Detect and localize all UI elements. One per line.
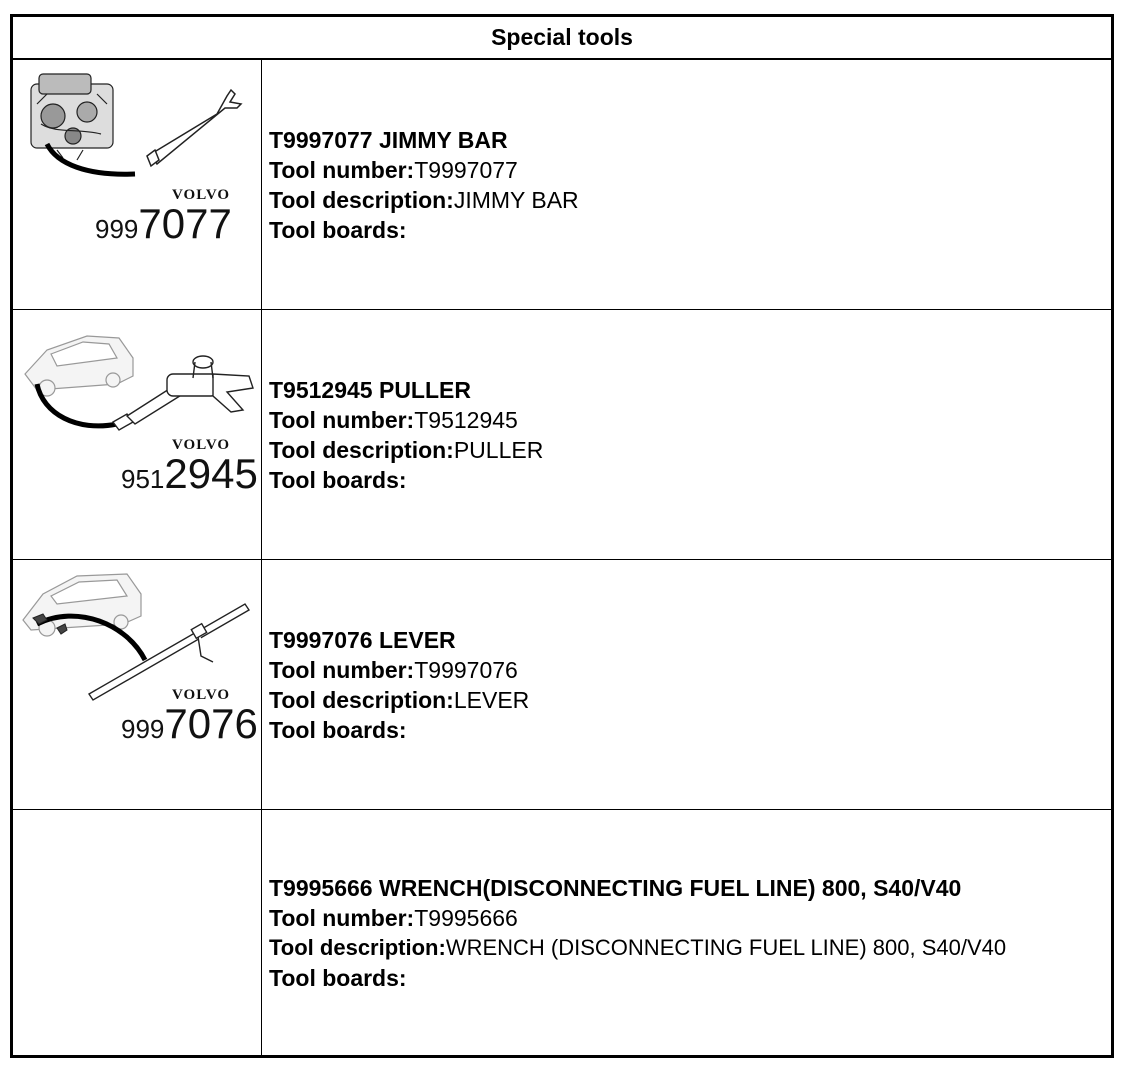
tool-boards-line: Tool boards: — [269, 716, 407, 743]
tool-title: T9997076 LEVER — [269, 626, 456, 653]
tool-boards-line: Tool boards: — [269, 216, 407, 243]
table-title: Special tools — [491, 24, 633, 50]
table-row — [13, 310, 1111, 560]
sedan-and-puller-illustration — [17, 314, 257, 454]
tool-title: T9997077 JIMMY BAR — [269, 126, 508, 153]
part-number-label: 9512945 — [121, 450, 258, 497]
tool-info-cell — [269, 60, 1107, 309]
part-number-label: 9997077 — [95, 200, 232, 247]
tool-description-line: Tool description:WRENCH (DISCONNECTING FUEL LINE) 800, S40/V40 — [269, 934, 1007, 960]
volvo-logo: VOLVO — [172, 437, 231, 453]
tool-number-line: Tool number:T9997077 — [269, 156, 518, 183]
tool-info-cell — [269, 310, 1107, 559]
tool-number-line: Tool number:T9995666 — [269, 904, 518, 931]
tool-info-cell — [269, 560, 1107, 809]
tool-image-cell — [13, 60, 262, 309]
tool-description-line: Tool description:PULLER — [269, 436, 544, 463]
suv-and-lever-illustration — [17, 564, 257, 704]
volvo-logo: VOLVO — [172, 687, 231, 703]
tool-description-line: Tool description:LEVER — [269, 686, 530, 713]
tool-image-cell — [13, 310, 262, 559]
tool-image-cell — [13, 560, 262, 809]
tool-info-cell — [269, 810, 1107, 1055]
tool-number-line: Tool number:T9512945 — [269, 406, 518, 433]
table-row — [13, 560, 1111, 810]
engine-and-jimmy-bar-illustration — [17, 64, 257, 204]
table-header — [13, 17, 1111, 60]
tool-description-line: Tool description:JIMMY BAR — [269, 186, 579, 213]
volvo-logo: VOLVO — [172, 187, 231, 203]
tool-boards-line: Tool boards: — [269, 466, 407, 493]
part-number-label: 9997076 — [121, 700, 258, 747]
tool-title: T9995666 WRENCH(DISCONNECTING FUEL LINE) 800, S40/V40 — [269, 874, 962, 901]
table-row — [13, 810, 1111, 1055]
tool-title: T9512945 PULLER — [269, 376, 471, 403]
table-row — [13, 60, 1111, 310]
special-tools-table — [10, 14, 1114, 1058]
tool-number-line: Tool number:T9997076 — [269, 656, 518, 683]
tool-image-cell — [13, 810, 262, 1055]
tool-boards-line: Tool boards: — [269, 964, 407, 991]
